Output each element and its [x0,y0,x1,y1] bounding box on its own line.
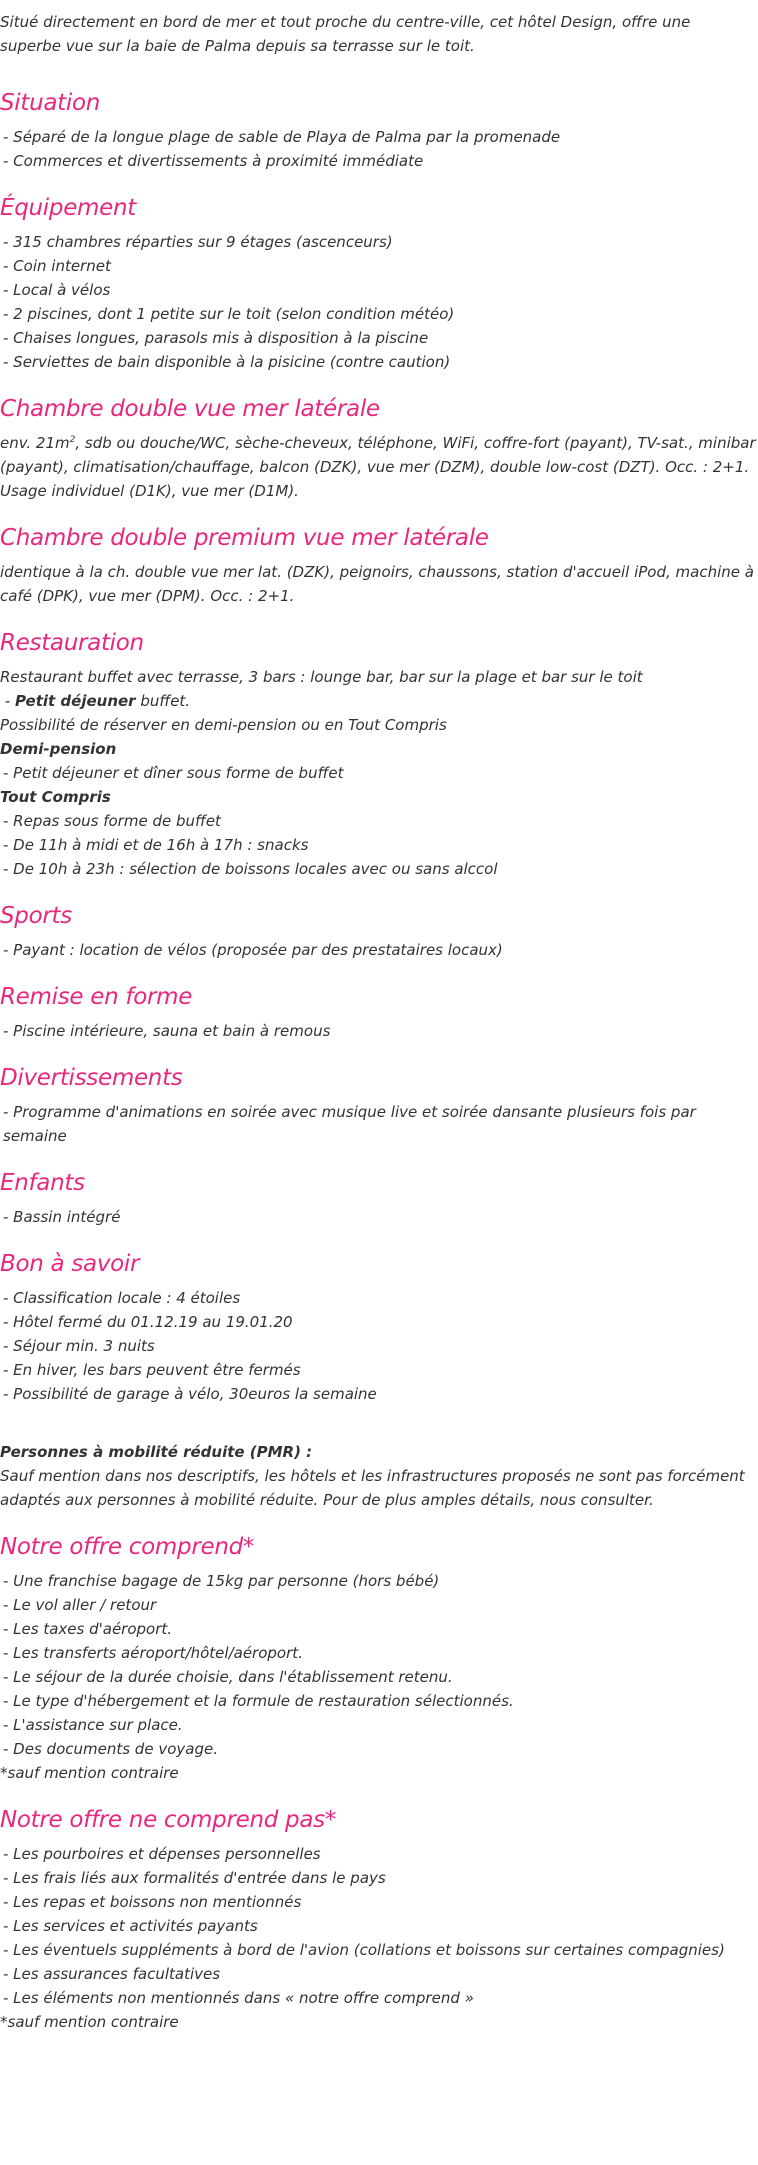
list-item: - Programme d'animations en soirée avec musique live et soirée dansante plusieurs fois par semaine [3,1103,696,1145]
list-item: - Payant : location de vélos (proposée par des prestataires locaux) [3,941,503,959]
list-item: - Les assurances facultatives [3,1965,221,1983]
restauration-section [0,628,756,881]
situation-section [0,88,756,173]
tout-compris-list [0,809,756,881]
situation-list [0,125,756,173]
enfants-section [0,1168,756,1229]
list-item: - Petit déjeuner et dîner sous forme de buffet [3,764,344,782]
remise-list [0,1019,756,1043]
tout-compris-title: Tout Compris [0,788,111,806]
list-item: - Séparé de la longue plage de sable de Playa de Palma par la promenade [3,128,561,146]
chambre-double-section [0,394,756,503]
list-item: - Séjour min. 3 nuits [3,1337,155,1355]
list-item: - Repas sous forme de buffet [3,812,221,830]
list-item: - Les repas et boissons non mentionnés [3,1893,302,1911]
equipement-heading: Équipement [0,195,136,221]
sports-list [0,938,756,962]
restauration-heading: Restauration [0,630,144,656]
spacer [0,1406,756,1440]
offre-ne-comprend-section [0,1805,756,2034]
divertissements-section [0,1063,756,1148]
demi-pension-list [0,761,756,785]
bon-a-savoir-list [0,1286,756,1406]
list-item: - Possibilité de garage à vélo, 30euros la semaine [3,1385,377,1403]
list-item: - Piscine intérieure, sauna et bain à remous [3,1022,331,1040]
restauration-breakfast-line [0,689,756,713]
chambre-double-text-end: , sdb ou douche/WC, sèche-cheveux, téléphone, WiFi, coffre-fort (payant), TV-sat., minibar (payant), climatisation/chauffage, balcon (DZK), vue mer (DZM), double low-cost (DZT). Occ. : 2+1. Usage individuel (D1K), vue mer (D1M). [0,434,756,500]
list-item: - Les éléments non mentionnés dans « notre offre comprend » [3,1989,474,2007]
bon-a-savoir-section [0,1249,756,1406]
list-item: - Commerces et divertissements à proximité immédiate [3,152,424,170]
breakfast-suffix: buffet. [135,692,191,710]
remise-heading: Remise en forme [0,984,193,1010]
chambre-premium-text: identique à la ch. double vue mer lat. (DZK), peignoirs, chaussons, station d'accueil iPod, machine à café (DPK), vue mer (DPM). Occ. : 2+1. [0,563,754,605]
list-item: - Le vol aller / retour [3,1596,157,1614]
sports-heading: Sports [0,903,72,929]
offre-ne-comprend-note: *sauf mention contraire [0,2013,179,2031]
list-item: - 2 piscines, dont 1 petite sur le toit (selon condition météo) [3,305,455,323]
list-item: - Classification locale : 4 étoiles [3,1289,241,1307]
list-item: - Le type d'hébergement et la formule de restauration sélectionnés. [3,1692,514,1710]
list-item: - Le séjour de la durée choisie, dans l'établissement retenu. [3,1668,453,1686]
list-item: - Coin internet [3,257,111,275]
offre-ne-comprend-heading: Notre offre ne comprend pas* [0,1807,337,1833]
chambre-premium-heading: Chambre double premium vue mer latérale [0,525,489,551]
pmr-text: Sauf mention dans nos descriptifs, les hôtels et les infrastructures proposés ne sont pas forcément adaptés aux personnes à mobilité réduite. Pour de plus amples détails, nous consulter. [0,1467,745,1509]
bon-a-savoir-heading: Bon à savoir [0,1251,140,1277]
list-item: - 315 chambres réparties sur 9 étages (ascenceurs) [3,233,393,251]
offre-comprend-list [0,1569,756,1761]
list-item: - L'assistance sur place. [3,1716,183,1734]
equipement-list [0,230,756,374]
offre-comprend-heading: Notre offre comprend* [0,1534,255,1560]
pmr-section [0,1440,756,1512]
list-item: - Les frais liés aux formalités d'entrée dans le pays [3,1869,386,1887]
divertissements-list [0,1100,756,1148]
list-item: - Serviettes de bain disponible à la pisicine (contre caution) [3,353,451,371]
list-item: - De 11h à midi et de 16h à 17h : snacks [3,836,309,854]
list-item: - Hôtel fermé du 01.12.19 au 19.01.20 [3,1313,293,1331]
demi-pension-title: Demi-pension [0,740,117,758]
list-item: - Des documents de voyage. [3,1740,218,1758]
situation-heading: Situation [0,90,101,116]
offre-ne-comprend-list [0,1842,756,2010]
dash-prefix: - [0,692,15,710]
list-item: - Local à vélos [3,281,111,299]
chambre-double-text [0,431,756,503]
superscript: 2 [69,435,76,445]
list-item: - Les services et activités payants [3,1917,258,1935]
sports-section [0,901,756,962]
chambre-premium-section [0,523,756,608]
pmr-title: Personnes à mobilité réduite (PMR) : [0,1443,313,1461]
list-item: - De 10h à 23h : sélection de boissons locales avec ou sans alccol [3,860,498,878]
list-item: - En hiver, les bars peuvent être fermés [3,1361,301,1379]
divertissements-heading: Divertissements [0,1065,183,1091]
list-item: - Les éventuels suppléments à bord de l'avion (collations et boissons sur certaines compagnies) [3,1941,725,1959]
offre-comprend-section [0,1532,756,1785]
enfants-list [0,1205,756,1229]
list-item: - Chaises longues, parasols mis à disposition à la piscine [3,329,429,347]
offre-comprend-note: *sauf mention contraire [0,1764,179,1782]
list-item: - Les pourboires et dépenses personnelles [3,1845,321,1863]
list-item: - Une franchise bagage de 15kg par personne (hors bébé) [3,1572,440,1590]
list-item: - Bassin intégré [3,1208,121,1226]
restauration-line: Possibilité de réserver en demi-pension ou en Tout Compris [0,716,447,734]
remise-section [0,982,756,1043]
restauration-line: Restaurant buffet avec terrasse, 3 bars : lounge bar, bar sur la plage et bar sur le toit [0,668,643,686]
chambre-double-heading: Chambre double vue mer latérale [0,396,380,422]
intro-text: Situé directement en bord de mer et tout proche du centre-ville, cet hôtel Design, offre une superbe vue sur la baie de Palma depuis sa terrasse sur le toit. [0,13,691,55]
hotel-description [0,10,758,2034]
enfants-heading: Enfants [0,1170,85,1196]
equipement-section [0,193,756,374]
list-item: - Les transferts aéroport/hôtel/aéroport. [3,1644,303,1662]
breakfast-label: Petit déjeuner [14,692,136,710]
chambre-double-text-start: env. 21m [0,434,70,452]
list-item: - Les taxes d'aéroport. [3,1620,173,1638]
